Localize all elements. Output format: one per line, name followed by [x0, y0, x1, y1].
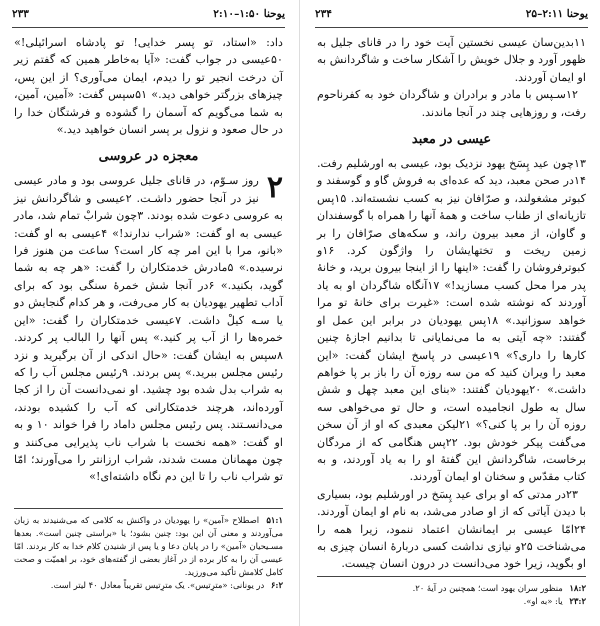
- footnote-ref: ۶:۲: [270, 580, 283, 590]
- right-page-header: [315, 8, 588, 24]
- right-heading-paragraph-1: ۱۳چون عید پِسَخ یهود نزدیک بود، عیسی به اورشلیم رفت. ۱۴در صحن معبد، دید که عده‌ای به فروش گاو و گوسفند و کبوتر مشغولند، و صرّافان نیز به کسب نشسته‌اند. ۱۵پس تازیانه‌ای از طناب ساخت و همهٔ آنها را همراه با گوسفندان و گاوان، از معبد بیرون راند، و سکه‌های صرّافان را بر زمین ریخت و تختهایشان را واژگون کرد. ۱۶و کبوترفروشان را گفت: «اینها را از اینجا بیرون برید، و خانهٔ پدر مرا محل کسب مسازید!» ۱۷آنگاه شاگردان او به یاد آوردند که نوشته شده است: «غیرت برای خانهٔ تو مرا خواهد سوزانید.» ۱۸پس یهودیان در برابر این عمل او گفتند: «چه آیتی به ما می‌نمایانی تا بدانیم اجازهٔ چنین کارها را داری؟» ۱۹عیسی در پاسخ ایشان گفت: «این معبد را ویران کنید که من سه روزه آن را باز بر پا خواهم داشت.» ۲۰یهودیان گفتند: «بنای این معبد چهل و شش سال به طول انجامیده است، و حال تو می‌خواهی سه روزه آن را بر پا کنی؟» ۲۱لیکن معبدی که او از آن سخن می‌گفت پیکر خودش بود. ۲۲پس هنگامی که از مردگان برخاست، شاگردانش این گفتهٔ او را به یاد آوردند، و به کتاب مقدّس و سخنان او ایمان آوردند.: [317, 157, 587, 484]
- right-footnote-1: [317, 582, 586, 595]
- right-header-ref: یوحنا ۲:۱۱–۲۵: [525, 8, 588, 20]
- right-section-heading: عیسی در معبد: [411, 132, 492, 148]
- right-body-text: [317, 34, 586, 573]
- right-footnote-rule: [317, 576, 586, 577]
- right-paragraph-1: ۱۱بدین‌سان عیسی نخستین آیت خود را در قانای جلیل به ظهور آورد و جلال خویش را آشکار ساخت و شاگردانش به او ایمان آوردند.: [317, 36, 586, 84]
- right-footnote-2: [317, 595, 586, 608]
- left-page-header: [12, 8, 285, 24]
- left-header-ref: یوحنا ۱:۵۰–۲:۱۰: [213, 8, 285, 20]
- chapter-number: ۲: [266, 170, 283, 206]
- left-page-number: ۲۳۳: [12, 8, 29, 20]
- left-paragraph-1: داد: «استاد، تو پسر خدایی! تو پادشاه اسرائیلی!» ۵۰عیسی در جواب گفت: «آیا به‌خاطر همین که گفتم زیر آن درخت انجیر تو را دیدم، ایمان می‌آوری؟ از این پس، چیزهای بزرگتر خواهی دید.» ۵۱سپس گفت: «آمین، آمین، به شما می‌گویم که آسمان را گشوده و فرشتگان خدا را در حال صعود و نزول بر پسر انسان خواهید دید.»: [14, 36, 283, 137]
- footnote-text: اصطلاح «آمین» را یهودیان در واکنش به کلامی که می‌شنیدند به زبان می‌آوردند و معنی آن این بود: چنین بشود؛ یا «براستی چنین است». بعدها مسـیحیان «آمین» را در پایان دعا و یا پس از شنیدن کلام خدا به کار بردند. امّا عیسی آن را به کار برده از در آغاز بعضی از گفته‌های خود، بر اهمیّت و صحت کامل کلامش تأکید می‌ورزید.: [14, 515, 283, 577]
- footnote-text: در یونانی: «مترِتیس». یک مترِتیس تقریباً معادل ۴۰ لیتر است.: [50, 580, 265, 590]
- right-page-number: ۲۳۴: [315, 8, 332, 20]
- page-gutter: [299, 0, 300, 626]
- right-header-rule: [315, 27, 588, 28]
- left-header-rule: [12, 27, 285, 28]
- left-page: [0, 0, 297, 626]
- left-footnote-2: [14, 579, 283, 592]
- left-footnote-1: [14, 514, 283, 579]
- right-page: [303, 0, 600, 626]
- footnote-ref: ۲۳:۲: [569, 596, 586, 606]
- left-body-text: [14, 34, 283, 486]
- footnote-ref: ۱۸:۲: [569, 583, 586, 593]
- right-footnotes: [317, 576, 586, 608]
- footnote-text: منظور سران یهود است؛ همچنین در آیهٔ ۲۰.: [412, 583, 563, 593]
- left-section-heading: معجزه در عروسی: [98, 149, 199, 165]
- footnote-ref: ۵۱:۱: [266, 515, 283, 525]
- left-footnotes: [14, 508, 283, 592]
- left-chapter-paragraph-1: روز سـوّم، در قانای جلیل عروسی بود و مادر عیسی نیز در آنجا حضور داشـت. ۲عیسی و شاگردانش نیز به عروسی دعوت شده بودند. ۳چون شرابْ تمام شد، مادر عیسی به او گفت: «شراب ندارند!» ۴عیسی به او گفت: «بانو، مرا با این امر چه کار است؟ ساعت من هنوز فرا نرسیده.» ۵مادرش خدمتکاران را گفت: «هر چه به شما گوید، بکنید.» ۶در آنجا شش خمرهٔ سنگی بود که برای آداب تطهیر یهودیان به کار می‌رفت، و هر کدام گنجایش دو یا سـه کیلْ داشت. ۷عیسی خدمتکاران را گفت: «این خمره‌ها را از آب پر کنید.» پس آنها را البالب پر کردند. ۸سپس به ایشان گفت: «حال اندکی از آن برگیرید و نزد رئیس مجلس ببرید.» پس بردند. ۹رئیس مجلس آب را که به شراب بدل شده بود چشید. او نمی‌دانست آن را از کجا آورده‌اند، هرچند خدمتکارانی که آب را کشیده بودند، می‌دانسـتند. پس رئیس مجلس داماد را فرا خواند ۱۰ و به او گفت: «همه نخست با شراب ناب پذیرایی می‌کنند و چون مهمانان مست شدند، شراب ارزانتر را می‌آورند؛ امّا تو شراب ناب را تا این دم نگاه داشته‌ای!»: [14, 174, 284, 484]
- right-heading-paragraph-2: ۲۳در مدتی که او برای عید پِسَخ در اورشلیم بود، بسیاری با دیدن آیاتی که از او صادر می‌شد، به نام او ایمان آوردند. ۲۴امّا عیسی بر ایمانشان اعتماد ننمود، زیرا همه را می‌شناخت ۲۵و نیازی نداشت کسی دربارهٔ انسان چیزی به او بگوید، زیرا خود می‌دانست در درون انسان چیست.: [317, 487, 586, 571]
- right-paragraph-2: ۱۲سـپس با مادر و برادران و شاگردان خود به کفرناحوم رفت، و روزهایی چند در آنجا ماندند.: [317, 88, 586, 119]
- left-footnote-rule: [14, 508, 283, 509]
- footnote-text: یا: «به او».: [523, 596, 563, 606]
